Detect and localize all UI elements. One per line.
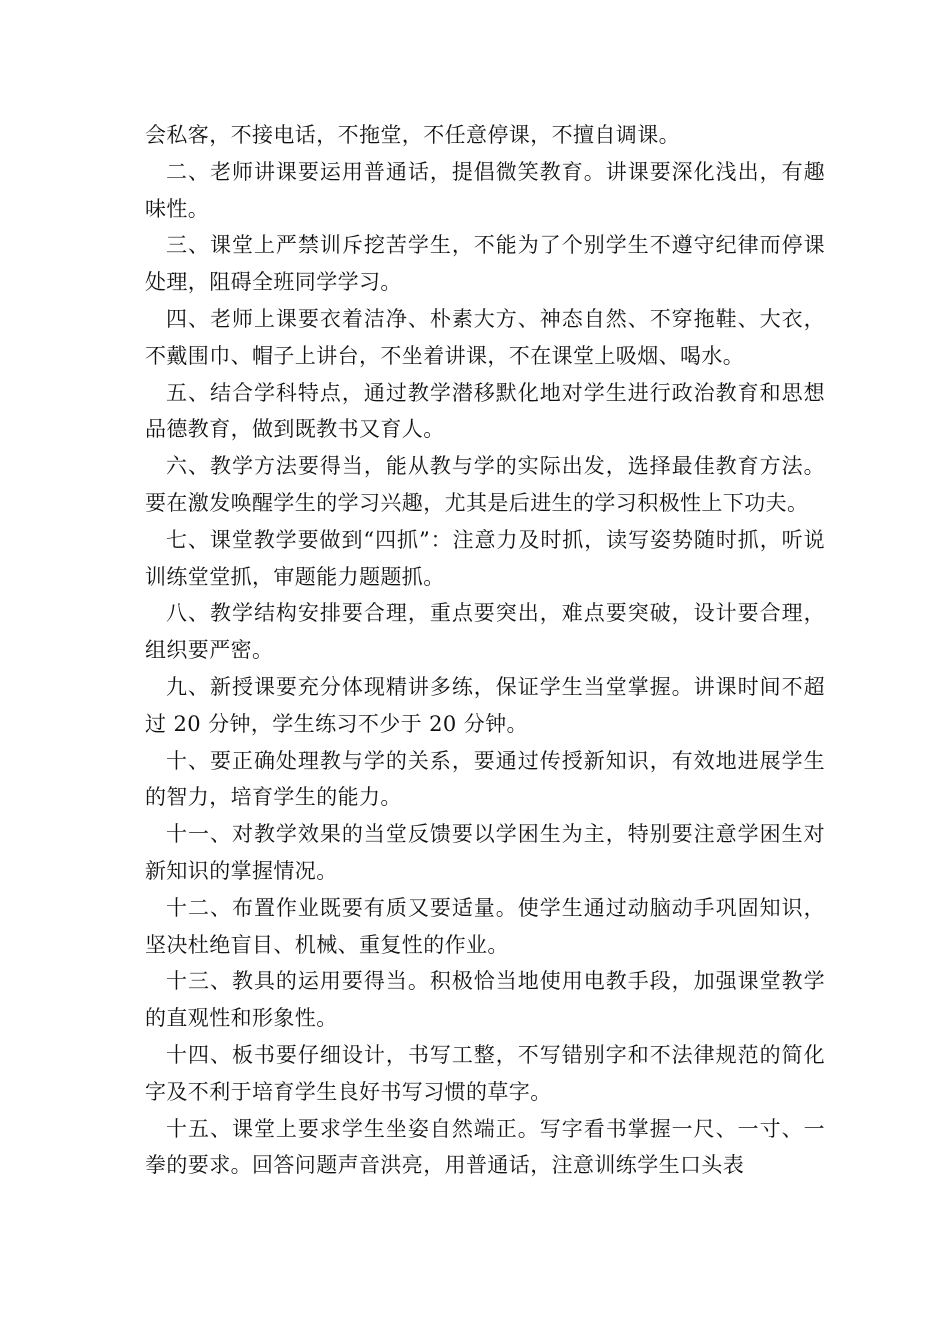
paragraph-item-6: 六、教学方法要得当，能从教与学的实际出发，选择最佳教育方法。要在激发唤醒学生的学习兴趣，尤其是后进生的学习积极性上下功夫。: [145, 454, 825, 515]
paragraph-item-14: 十四、板书要仔细设计，书写工整，不写错别字和不法律规范的简化字及不利于培育学生良好书写习惯的草字。: [145, 1042, 825, 1104]
paragraph-item-11: 十一、对教学效果的当堂反馈要以学困生为主，特别要注意学困生对新知识的掌握情况。: [145, 822, 825, 883]
paragraph-item-4: 四、老师上课要衣着洁净、朴素大方、神态自然、不穿拖鞋、大衣，不戴围巾、帽子上讲台，不坐着讲课，不在课堂上吸烟、喝水。: [145, 306, 825, 368]
paragraph-item-10: 十、要正确处理教与学的关系，要通过传授新知识，有效地进展学生的智力，培育学生的能力。: [145, 748, 825, 810]
paragraph-item-9: 九、新授课要充分体现精讲多练，保证学生当堂掌握。讲课时间不超过 20 分钟，学生练习不少于 20 分钟。: [145, 674, 825, 736]
paragraph-item-2: 二、老师讲课要运用普通话，提倡微笑教育。讲课要深化浅出，有趣味性。: [145, 159, 825, 221]
paragraph-item-13: 十三、教具的运用要得当。积极恰当地使用电教手段，加强课堂教学的直观性和形象性。: [145, 969, 825, 1031]
paragraph-item-8: 八、教学结构安排要合理，重点要突出，难点要突破，设计要合理，组织要严密。: [145, 601, 825, 663]
paragraph-continuation: 会私客，不接电话，不拖堂，不任意停课，不擅自调课。: [145, 123, 680, 147]
document-body: [145, 117, 825, 1184]
paragraph-item-5: 五、结合学科特点，通过教学潜移默化地对学生进行政治教育和思想品德教育，做到既教书又育人。: [145, 380, 825, 442]
paragraph-item-15: 十五、课堂上要求学生坐姿自然端正。写字看书掌握一尺、一寸、一拳的要求。回答问题声音洪亮，用普通话，注意训练学生口头表: [145, 1116, 825, 1178]
paragraph-item-3: 三、课堂上严禁训斥挖苦学生，不能为了个别学生不遵守纪律而停课处理，阻碍全班同学学习。: [145, 233, 825, 295]
paragraph-item-7: 七、课堂教学要做到“四抓”：注意力及时抓，读写姿势随时抓，听说训练堂堂抓，审题能力题题抓。: [145, 527, 825, 589]
paragraph-item-12: 十二、布置作业既要有质又要适量。使学生通过动脑动手巩固知识，坚决杜绝盲目、机械、重复性的作业。: [145, 895, 825, 957]
